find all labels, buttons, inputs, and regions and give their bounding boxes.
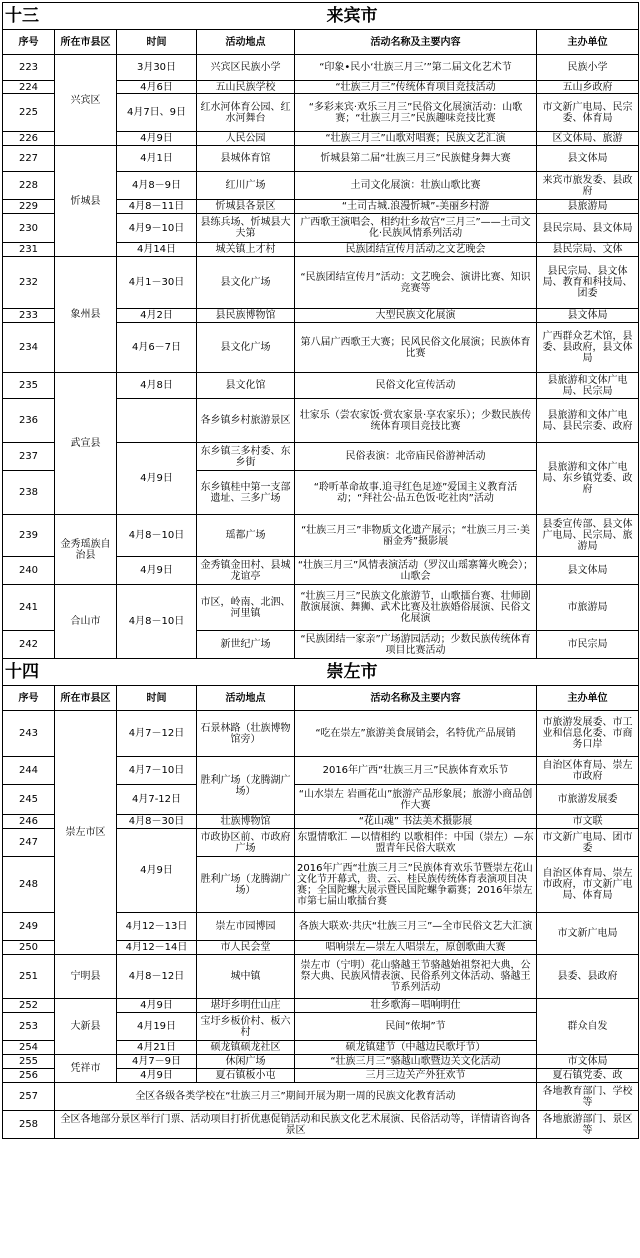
row-time: 4月6－7日 xyxy=(117,323,197,373)
row-time: 4月1日 xyxy=(117,146,197,172)
row-no: 249 xyxy=(3,913,55,941)
row-place: 胜利广场（龙腾湖广场） xyxy=(197,857,295,913)
row-time: 4月7－10日 xyxy=(117,757,197,785)
table-header-row xyxy=(3,30,639,55)
row-content: “民族团结一家亲”广场游园活动；少数民族传统体育项目比赛活动 xyxy=(295,631,537,659)
row-no: 245 xyxy=(3,785,55,815)
row-no: 237 xyxy=(3,443,55,471)
row-place: 胜利广场（龙腾湖广场） xyxy=(197,757,295,815)
row-content: “聆听革命故事.追寻红色足迹”爱国主义教育活动；“拜社公·品五色饭·吃社肉”活动 xyxy=(295,471,537,515)
header-no: 序号 xyxy=(3,30,55,55)
row-place: 休闲广场 xyxy=(197,1055,295,1069)
row-org: 县旅游和文体广电局、民宗局 xyxy=(537,373,639,399)
header-region: 所在市县区 xyxy=(55,686,117,711)
row-org: 市文新广电局、民宗委、体育局 xyxy=(537,94,639,132)
row-no: 257 xyxy=(3,1083,55,1111)
row-place: 东乡镇桂中第一支部遗址、三多广场 xyxy=(197,471,295,515)
row-org: 自治区体育局、崇左市政府 xyxy=(537,757,639,785)
header-region: 所在市县区 xyxy=(55,30,117,55)
table-row xyxy=(3,955,639,999)
row-time: 4月2日 xyxy=(117,309,197,323)
row-no: 225 xyxy=(3,94,55,132)
row-content: 民俗表演：北帝庙民俗游神活动 xyxy=(295,443,537,471)
row-org: 市民宗局 xyxy=(537,631,639,659)
row-time: 4月14日 xyxy=(117,243,197,257)
row-org: 民族小学 xyxy=(537,55,639,81)
activity-table-wrapper xyxy=(2,2,638,1139)
row-org: 自治区体育局、崇左市政府，市文新广电局、体育局 xyxy=(537,857,639,913)
activity-table xyxy=(2,2,639,1139)
row-place: 县文化广场 xyxy=(197,257,295,309)
table-row xyxy=(3,373,639,399)
row-place: 兴宾区民族小学 xyxy=(197,55,295,81)
row-place: 新世纪广场 xyxy=(197,631,295,659)
row-content: 民间“侬垌”节 xyxy=(295,1013,537,1041)
row-no: 252 xyxy=(3,999,55,1013)
section-title-row xyxy=(3,659,639,686)
row-no: 247 xyxy=(3,829,55,857)
row-content: 壮乡歌海－唱响明仕 xyxy=(295,999,537,1013)
row-content: 民俗文化宣传活动 xyxy=(295,373,537,399)
row-no: 227 xyxy=(3,146,55,172)
row-content: “壮族三月三”风情表演活动（罗汉山瑶寨篝火晚会）；山歌会 xyxy=(295,557,537,585)
row-org: 五山乡政府 xyxy=(537,81,639,94)
row-place: 堪圩乡明仕山庄 xyxy=(197,999,295,1013)
row-content: 2016年广西“壮族三月三”民族体育欢乐节 xyxy=(295,757,537,785)
row-org: 县委宣传部、县文体广电局、民宗局、旅游局 xyxy=(537,515,639,557)
row-time: 3月30日 xyxy=(117,55,197,81)
header-org: 主办单位 xyxy=(537,686,639,711)
row-content: 崇左市（宁明）花山骆越王节骆越始祖祭祀大典，公祭大典、民族风情表演、民俗系列文体活动、骆越王节系列活动 xyxy=(295,955,537,999)
table-row xyxy=(3,257,639,309)
table-row xyxy=(3,515,639,557)
row-content: “印象•民小‘壮族三月三’”第二届文化艺术节 xyxy=(295,55,537,81)
row-time: 4月9－10日 xyxy=(117,214,197,243)
section-title: 来宾市 xyxy=(117,3,639,30)
row-no: 246 xyxy=(3,815,55,829)
row-region: 大新县 xyxy=(55,999,117,1055)
row-place: 市区，岭南、北泗、河里镇 xyxy=(197,585,295,631)
row-content: “壮族三月三”民族文化旅游节，山歌擂台赛、壮师剧散演展演、舞狮、武术比赛及壮族婚俗展演、民俗文化展演 xyxy=(295,585,537,631)
row-content: 东盟情歌汇 —以情相约 以歌相伴：中国（崇左）—东盟青年民俗大联欢 xyxy=(295,829,537,857)
row-region: 金秀瑶族自治县 xyxy=(55,515,117,585)
row-no: 251 xyxy=(3,955,55,999)
row-no: 231 xyxy=(3,243,55,257)
row-no: 254 xyxy=(3,1041,55,1055)
row-org: 市旅游发展委 xyxy=(537,785,639,815)
header-content: 活动名称及主要内容 xyxy=(295,30,537,55)
row-no: 235 xyxy=(3,373,55,399)
row-no: 229 xyxy=(3,200,55,214)
row-time: 4月8－30日 xyxy=(117,815,197,829)
row-place: 夏石镇板小屯 xyxy=(197,1069,295,1083)
header-content: 活动名称及主要内容 xyxy=(295,686,537,711)
section-title: 崇左市 xyxy=(117,659,639,686)
row-time: 4月9日 xyxy=(117,829,197,913)
row-region: 忻城县 xyxy=(55,146,117,257)
row-time: 4月9日 xyxy=(117,557,197,585)
row-org: 县旅游局 xyxy=(537,200,639,214)
row-content: “多彩来宾·欢乐三月三”民俗文化展演活动：山歌赛；“壮族三月三”民族趣味竞技比赛 xyxy=(295,94,537,132)
row-content: 忻城县第二届“壮族三月三”民族健身舞大赛 xyxy=(295,146,537,172)
row-content: “吃在崇左”旅游美食展销会，名特优产品展销 xyxy=(295,711,537,757)
row-wide-content: 全区各地部分景区举行门票、活动项目打折优惠促销活动和民族文化艺术展演、民俗活动等，详情请咨询各景区 xyxy=(55,1111,537,1139)
header-place: 活动地点 xyxy=(197,30,295,55)
row-time: 4月7－9日 xyxy=(117,1055,197,1069)
row-place: 红川广场 xyxy=(197,172,295,200)
row-time: 4月6日 xyxy=(117,81,197,94)
row-no: 234 xyxy=(3,323,55,373)
table-row xyxy=(3,711,639,757)
row-content: 唱响崇左—崇左人唱崇左，原创歌曲大赛 xyxy=(295,941,537,955)
row-org: 县民宗局、县文体局 xyxy=(537,214,639,243)
row-time: 4月8－11日 xyxy=(117,200,197,214)
row-content: 壮家乐（尝农家饭·赏农家景·享农家乐）；少数民族传统体育项目竞技比赛 xyxy=(295,399,537,443)
row-no: 223 xyxy=(3,55,55,81)
row-place: 各乡镇乡村旅游景区 xyxy=(197,399,295,443)
row-no: 258 xyxy=(3,1111,55,1139)
row-no: 224 xyxy=(3,81,55,94)
row-time: 4月7－12日 xyxy=(117,711,197,757)
row-content: 第八届广西歌王大赛；民风民俗文化展演；民族体育比赛 xyxy=(295,323,537,373)
row-content: 广西歌王演唱会、相约壮乡故宫“三月三”——土司文化·民族风情系列活动 xyxy=(295,214,537,243)
section-number: 十三 xyxy=(3,3,117,30)
row-content: “壮族三月三”传统体育项目竞技活动 xyxy=(295,81,537,94)
row-content: 大型民族文化展演 xyxy=(295,309,537,323)
row-place: 硕龙镇硕龙社区 xyxy=(197,1041,295,1055)
header-time: 时间 xyxy=(117,30,197,55)
row-content: 民族团结宣传月活动之文艺晚会 xyxy=(295,243,537,257)
row-place: 人民公园 xyxy=(197,132,295,146)
row-content: 硕龙镇建节（中越边民歌圩节） xyxy=(295,1041,537,1055)
header-org: 主办单位 xyxy=(537,30,639,55)
row-no: 248 xyxy=(3,857,55,913)
row-org: 县文体局 xyxy=(537,309,639,323)
row-org: 县文体局 xyxy=(537,557,639,585)
row-org: 县民宗局、文体 xyxy=(537,243,639,257)
row-org: 县委、县政府 xyxy=(537,955,639,999)
row-time: 4月8－10日 xyxy=(117,515,197,557)
row-place: 金秀镇金田村、县城龙谊亭 xyxy=(197,557,295,585)
row-time: 4月8－10日 xyxy=(117,585,197,659)
row-place: 城中镇 xyxy=(197,955,295,999)
row-time: 4月7-12日 xyxy=(117,785,197,815)
row-no: 230 xyxy=(3,214,55,243)
row-content: 三月三边关产外狂欢节 xyxy=(295,1069,537,1083)
row-time: 4月19日 xyxy=(117,1013,197,1041)
row-no: 250 xyxy=(3,941,55,955)
section-number: 十四 xyxy=(3,659,117,686)
table-row xyxy=(3,1111,639,1139)
row-place: 崇左市园博园 xyxy=(197,913,295,941)
row-no: 226 xyxy=(3,132,55,146)
row-place: 忻城县各景区 xyxy=(197,200,295,214)
row-no: 238 xyxy=(3,471,55,515)
row-org: 区文体局、旅游 xyxy=(537,132,639,146)
row-no: 239 xyxy=(3,515,55,557)
row-time: 4月8日 xyxy=(117,373,197,399)
section-title-row xyxy=(3,3,639,30)
row-org: 县旅游和文体广电局、县民宗委、政府 xyxy=(537,399,639,443)
row-content: “壮族三月三”骆越山歌暨边关文化活动 xyxy=(295,1055,537,1069)
row-time: 4月12－13日 xyxy=(117,913,197,941)
row-org: 群众自发 xyxy=(537,999,639,1055)
row-org: 夏石镇党委、政 xyxy=(537,1069,639,1083)
row-no: 228 xyxy=(3,172,55,200)
row-content: “土司古城.浪漫忻城”-美丽乡村游 xyxy=(295,200,537,214)
row-time: 4月7日、9日 xyxy=(117,94,197,132)
row-content: “民族团结宣传月”活动：文艺晚会、演讲比赛、知识竞赛等 xyxy=(295,257,537,309)
row-place: 市人民会堂 xyxy=(197,941,295,955)
header-no: 序号 xyxy=(3,686,55,711)
row-content: “壮族三月三”山歌对唱赛；民族文艺汇演 xyxy=(295,132,537,146)
row-no: 255 xyxy=(3,1055,55,1069)
row-content: “壮族三月三”非物质文化遗产展示；“壮族三月三·美丽金秀”摄影展 xyxy=(295,515,537,557)
row-content: 各族大联欢·共庆“壮族三月三”—全市民俗文艺大汇演 xyxy=(295,913,537,941)
row-region: 武宣县 xyxy=(55,373,117,515)
row-region: 崇左市区 xyxy=(55,711,117,955)
row-place: 东乡镇三多村委、东乡街 xyxy=(197,443,295,471)
row-org: 县民宗局、县文体局、教育和科技局、团委 xyxy=(537,257,639,309)
row-time: 4月9日 xyxy=(117,132,197,146)
table-row xyxy=(3,1055,639,1069)
row-time: 4月8－12日 xyxy=(117,955,197,999)
row-region: 合山市 xyxy=(55,585,117,659)
row-region: 兴宾区 xyxy=(55,55,117,146)
row-time: 4月9日 xyxy=(117,443,197,515)
row-org: 市文新广电局 xyxy=(537,913,639,955)
table-row xyxy=(3,585,639,631)
row-time: 4月9日 xyxy=(117,999,197,1013)
row-org: 县旅游和文体广电局、东乡镇党委、政府 xyxy=(537,443,639,515)
row-content: “花山魂” 书法美术摄影展 xyxy=(295,815,537,829)
row-no: 244 xyxy=(3,757,55,785)
row-org: 各地旅游部门、景区等 xyxy=(537,1111,639,1139)
row-wide-content: 全区各级各类学校在“壮族三月三”期间开展为期一周的民族文化教育活动 xyxy=(55,1083,537,1111)
table-row xyxy=(3,55,639,81)
row-no: 233 xyxy=(3,309,55,323)
table-row xyxy=(3,1083,639,1111)
row-region: 象州县 xyxy=(55,257,117,373)
row-place: 县民族博物馆 xyxy=(197,309,295,323)
row-no: 243 xyxy=(3,711,55,757)
row-time: 4月9日 xyxy=(117,1069,197,1083)
row-place: 县城体育馆 xyxy=(197,146,295,172)
row-no: 236 xyxy=(3,399,55,443)
row-place: 瑶都广场 xyxy=(197,515,295,557)
row-content: 2016年广西“壮族三月三”民族体育欢乐节暨崇左花山文化节开幕式，贵、云、桂民族传统体育表演项目决赛；全国陀螺大展示暨民国陀螺争霸赛；2016年崇左市第七届山歌擂台赛 xyxy=(295,857,537,913)
row-time: 4月21日 xyxy=(117,1041,197,1055)
row-place: 红水河体育公园、红水河舞台 xyxy=(197,94,295,132)
row-org: 来宾市旅发委、县政府 xyxy=(537,172,639,200)
row-org: 各地教育部门、学校等 xyxy=(537,1083,639,1111)
row-time: 4月8－9日 xyxy=(117,172,197,200)
row-no: 242 xyxy=(3,631,55,659)
row-content: “山水崇左 岩画花山”旅游产品形象展；旅游小商品创作大赛 xyxy=(295,785,537,815)
row-time: 4月12－14日 xyxy=(117,941,197,955)
table-row xyxy=(3,146,639,172)
row-org: 市文联 xyxy=(537,815,639,829)
row-place: 城关镇上才村 xyxy=(197,243,295,257)
row-time: 4月1－30日 xyxy=(117,257,197,309)
row-place: 县练兵场、忻城县大夫第 xyxy=(197,214,295,243)
row-place: 壮族博物馆 xyxy=(197,815,295,829)
header-time: 时间 xyxy=(117,686,197,711)
row-org: 市文新广电局、团市委 xyxy=(537,829,639,857)
row-org: 市旅游局 xyxy=(537,585,639,631)
row-place: 石景林路（壮族博物馆旁） xyxy=(197,711,295,757)
table-header-row xyxy=(3,686,639,711)
row-no: 253 xyxy=(3,1013,55,1041)
row-no: 241 xyxy=(3,585,55,631)
row-org: 县文体局 xyxy=(537,146,639,172)
row-org: 市文体局 xyxy=(537,1055,639,1069)
row-place: 县文化馆 xyxy=(197,373,295,399)
row-place: 五山民族学校 xyxy=(197,81,295,94)
row-region: 凭祥市 xyxy=(55,1055,117,1083)
row-place: 县文化广场 xyxy=(197,323,295,373)
row-time xyxy=(117,399,197,443)
row-region: 宁明县 xyxy=(55,955,117,999)
row-place: 宝圩乡板价村、板六村 xyxy=(197,1013,295,1041)
row-org: 市旅游发展委、市工业和信息化委、市商务口岸 xyxy=(537,711,639,757)
row-no: 240 xyxy=(3,557,55,585)
header-place: 活动地点 xyxy=(197,686,295,711)
row-content: 土司文化展演：壮族山歌比赛 xyxy=(295,172,537,200)
row-no: 256 xyxy=(3,1069,55,1083)
row-org: 广西群众艺术馆，县委、县政府，县文体局 xyxy=(537,323,639,373)
row-no: 232 xyxy=(3,257,55,309)
table-row xyxy=(3,999,639,1013)
row-place: 市政协区前、市政府广场 xyxy=(197,829,295,857)
